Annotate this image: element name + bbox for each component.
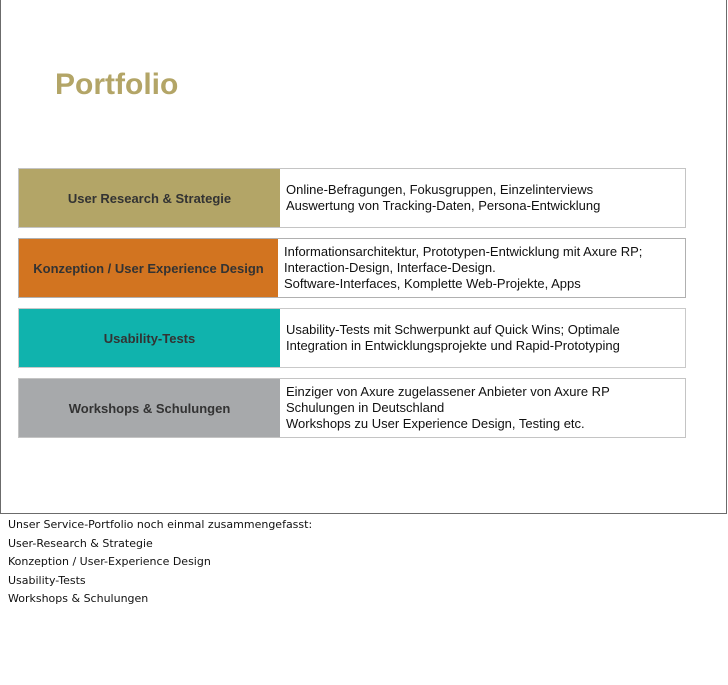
row-label: Usability-Tests xyxy=(19,309,280,367)
row-description xyxy=(280,309,685,367)
description-line: Auswertung von Tracking-Daten, Persona-Entwicklung xyxy=(286,198,601,213)
page-title: Portfolio xyxy=(55,68,179,101)
portfolio-row-usability xyxy=(18,308,686,368)
description-line: Usability-Tests mit Schwerpunkt auf Quick Wins; Optimale xyxy=(286,322,620,337)
notes-line: Konzeption / User-Experience Design xyxy=(8,555,211,568)
notes-line: Unser Service-Portfolio noch einmal zusammengefasst: xyxy=(8,518,313,531)
description-line: Einziger von Axure zugelassener Anbieter von Axure RP xyxy=(286,384,610,399)
description-line: Informationsarchitektur, Prototypen-Entwicklung mit Axure RP; xyxy=(284,244,643,259)
notes-line: Workshops & Schulungen xyxy=(8,592,149,605)
row-description xyxy=(278,239,685,297)
portfolio-row-workshops xyxy=(18,378,686,438)
portfolio-row-research xyxy=(18,168,686,228)
description-line: Online-Befragungen, Fokusgruppen, Einzelinterviews xyxy=(286,182,594,197)
description-line: Software-Interfaces, Komplette Web-Projekte, Apps xyxy=(284,276,581,291)
portfolio-row-konzeption xyxy=(18,238,686,298)
notes-line: Usability-Tests xyxy=(8,573,86,587)
speaker-notes xyxy=(8,516,312,609)
row-description xyxy=(280,169,685,227)
row-label: Konzeption / User Experience Design xyxy=(19,239,278,297)
description-line: Interaction-Design, Interface-Design. xyxy=(284,260,496,275)
description-line: Workshops zu User Experience Design, Testing etc. xyxy=(286,416,585,431)
description-line: Schulungen in Deutschland xyxy=(286,400,445,415)
row-description xyxy=(280,379,685,437)
notes-line: User-Research & Strategie xyxy=(8,536,153,550)
row-label: Workshops & Schulungen xyxy=(19,379,280,437)
description-line: Integration in Entwicklungsprojekte und Rapid-Prototyping xyxy=(286,338,620,353)
row-label: User Research & Strategie xyxy=(19,169,280,227)
